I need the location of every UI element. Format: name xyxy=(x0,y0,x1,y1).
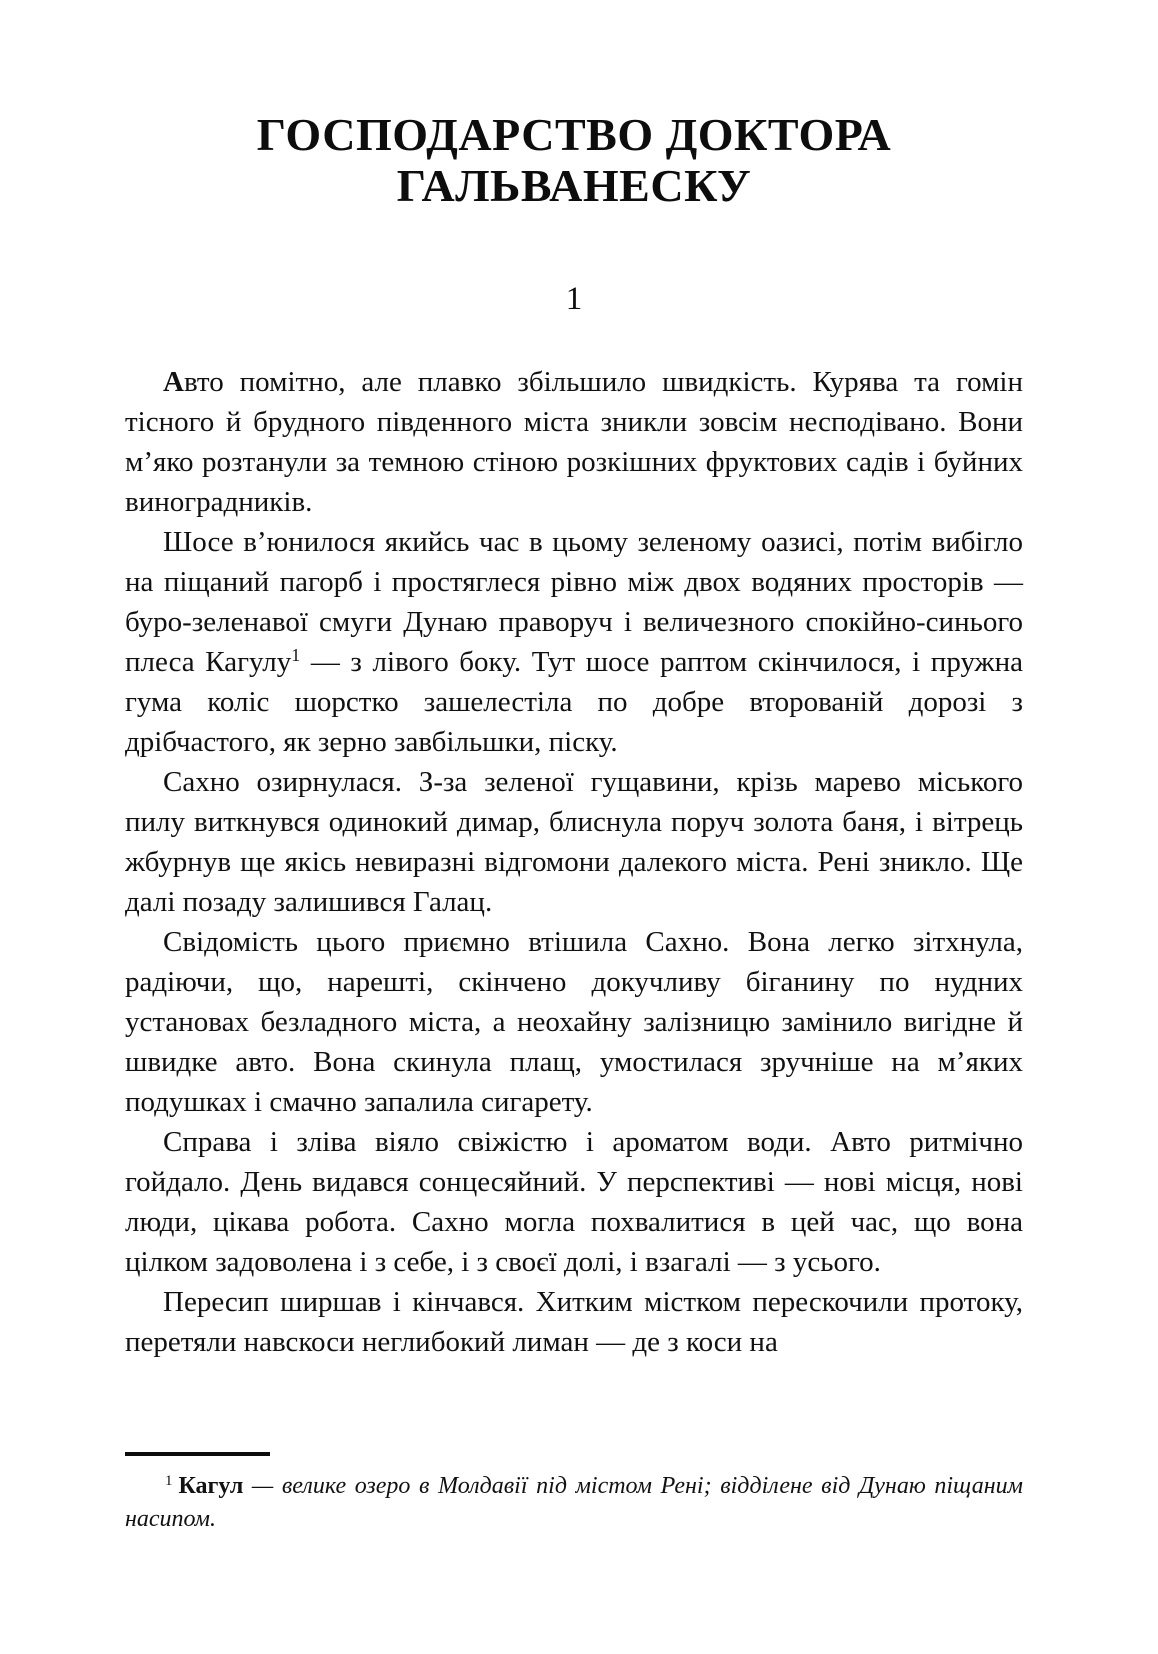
chapter-number: 1 xyxy=(565,281,583,318)
paragraph: Сахно озирнулася. З-за зеленої гущавини, крізь марево міського пилу виткнувся одинокий димар, блиснула поруч золота баня, і вітрець жбурнув ще якісь невиразні відгомони далекого міста. Рені зникло. Ще далі позаду залишився Галац. xyxy=(125,766,1023,919)
paragraph-text: Шосе в’юнилося якийсь час в цьому зеленому оазисі, потім вибігло на піщаний пагорб і простяглеся рівно між двох водяних просторів — буро-зеленавої смуги Дунаю праворуч і величезного спокійно-синього плеса Кагулу xyxy=(125,526,1023,679)
page-title: ГОСПОДАРСТВО ДОКТОРА ГАЛЬВАНЕСКУ xyxy=(256,109,892,211)
paragraph: Свідомість цього приємно втішила Сахно. Вона легко зітхнула, радіючи, що, нарешті, скінчено докучливу біганину по нудних установах безладного міста, а неохайну залізницю замінило вигідне й швидке авто. Вона скинула плащ, умостилася зручніше на м’яких подушках і смачно запалила сигарету. xyxy=(125,926,1023,1119)
paragraph: Пересип ширшав і кінчався. Хитким містком перескочили протоку, перетяли навскоси неглибокий лиман — де з коси на xyxy=(125,1286,1023,1359)
paragraph-text: — з лівого боку. Тут шосе раптом скінчилося, і пружна гума коліс шорстко зашелестіла по добре второваній дорозі з дрібчастого, як зерно завбільшки, піску. xyxy=(125,646,1023,759)
footnote-divider xyxy=(125,1452,270,1456)
footnote-term: Кагул xyxy=(178,1473,244,1499)
body-text xyxy=(125,362,1023,1362)
footnote-marker: 1 xyxy=(165,1473,173,1489)
footnote-dash: — xyxy=(243,1473,282,1499)
paragraph xyxy=(125,362,1023,522)
footnote-reference: 1 xyxy=(291,645,301,666)
paragraph xyxy=(125,522,1023,762)
footnote xyxy=(125,1470,1023,1536)
paragraph-lead-letter: А xyxy=(163,366,184,399)
footnote-definition: велике озеро в Молдавії під містом Рені; відділене від Дунаю піщаним насипом. xyxy=(125,1473,1023,1532)
footnote-area xyxy=(125,1452,1023,1536)
paragraph: Справа і зліва віяло свіжістю і ароматом води. Авто ритмічно гойдало. День видався сонцесяйний. У перспективі — нові місця, нові люди, цікава робота. Сахно могла похвалитися в цей час, що вона цілком задоволена і з себе, і з своєї долі, і взагалі — з усього. xyxy=(125,1126,1023,1279)
paragraph-text: вто помітно, але плавко збільшило швидкість. Курява та гомін тісного й брудного південного міста зникли зовсім несподівано. Вони м’яко розтанули за темною стіною розкішних фруктових садів і буйних виноградників. xyxy=(125,366,1023,519)
